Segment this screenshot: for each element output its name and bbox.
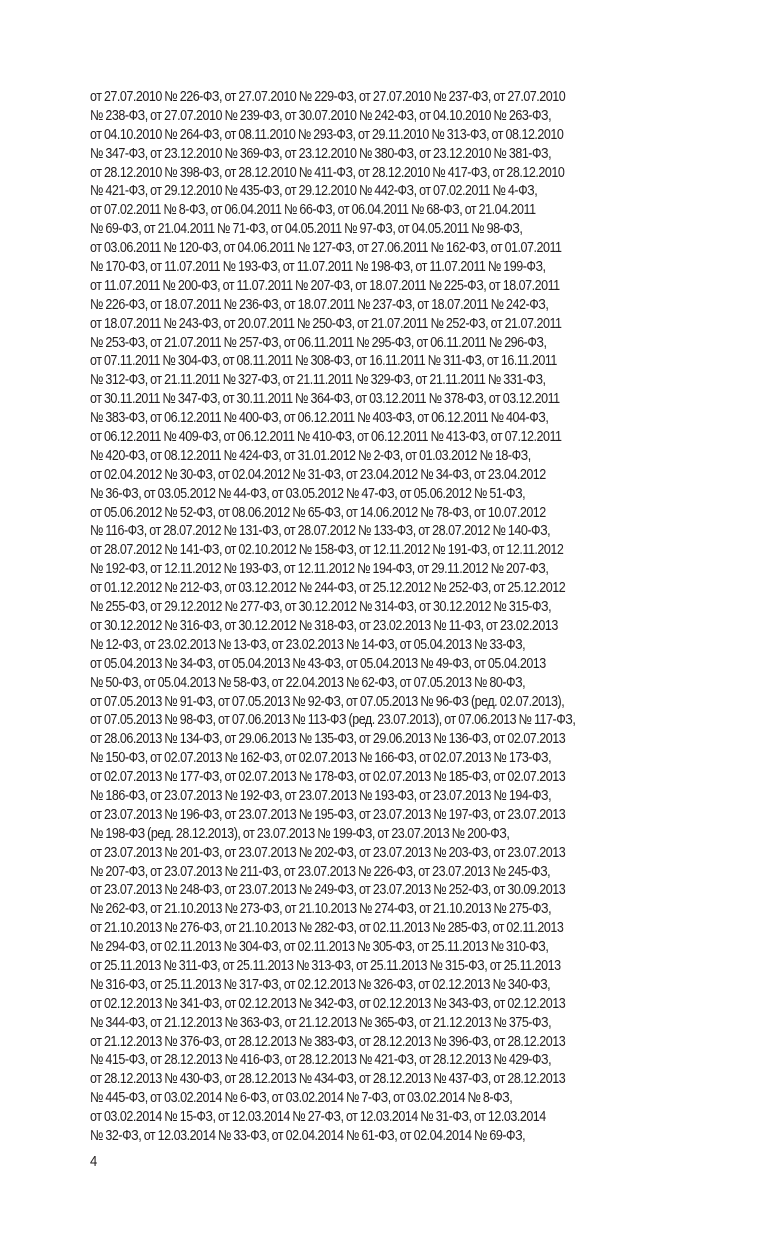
text-line: от 23.07.2013 № 201-ФЗ, от 23.07.2013 № 202-ФЗ, от 23.07.2013 № 203-ФЗ, от 23.07.2013 (90, 844, 566, 861)
text-line: № 69-ФЗ, от 21.04.2011 № 71-ФЗ, от 04.05.2011 № 97-ФЗ, от 04.05.2011 № 98-ФЗ, (90, 221, 523, 238)
text-line: № 294-ФЗ, от 02.11.2013 № 304-ФЗ, от 02.11.2013 № 305-ФЗ, от 25.11.2013 № 310-ФЗ, (90, 939, 549, 956)
text-line: № 150-ФЗ, от 02.07.2013 № 162-ФЗ, от 02.07.2013 № 166-ФЗ, от 02.07.2013 № 173-ФЗ, (90, 750, 552, 767)
text-line: от 28.07.2012 № 141-ФЗ, от 02.10.2012 № 158-ФЗ, от 12.11.2012 № 191-ФЗ, от 12.11.2012 (90, 542, 564, 559)
body-text (90, 88, 700, 1146)
text-line: № 170-ФЗ, от 11.07.2011 № 193-ФЗ, от 11.07.2011 № 198-ФЗ, от 11.07.2011 № 199-ФЗ, (90, 259, 546, 276)
text-line: от 02.12.2013 № 341-ФЗ, от 02.12.2013 № 342-ФЗ, от 02.12.2013 № 343-ФЗ, от 02.12.2013 (90, 995, 566, 1012)
text-line: от 07.05.2013 № 98-ФЗ, от 07.06.2013 № 113-ФЗ (ред. 23.07.2013), от 07.06.2013 № 117-ФЗ, (90, 712, 576, 729)
text-line: от 28.12.2010 № 398-ФЗ, от 28.12.2010 № 411-ФЗ, от 28.12.2010 № 417-ФЗ, от 28.12.2010 (90, 164, 565, 181)
text-line: от 23.07.2013 № 196-ФЗ, от 23.07.2013 № 195-ФЗ, от 23.07.2013 № 197-ФЗ, от 23.07.2013 (90, 806, 566, 823)
text-line: от 30.12.2012 № 316-ФЗ, от 30.12.2012 № 318-ФЗ, от 23.02.2013 № 11-ФЗ, от 23.02.2013 (90, 617, 558, 634)
text-line: от 30.11.2011 № 347-ФЗ, от 30.11.2011 № 364-ФЗ, от 03.12.2011 № 378-ФЗ, от 03.12.2011 (90, 391, 560, 408)
text-line: № 186-ФЗ, от 23.07.2013 № 192-ФЗ, от 23.07.2013 № 193-ФЗ, от 23.07.2013 № 194-ФЗ, (90, 787, 552, 804)
text-line: № 50-ФЗ, от 05.04.2013 № 58-ФЗ, от 22.04.2013 № 62-ФЗ, от 07.05.2013 № 80-ФЗ, (90, 674, 526, 691)
text-line: № 262-ФЗ, от 21.10.2013 № 273-ФЗ, от 21.10.2013 № 274-ФЗ, от 21.10.2013 № 275-ФЗ, (90, 901, 552, 918)
text-line: от 06.12.2011 № 409-ФЗ, от 06.12.2011 № 410-ФЗ, от 06.12.2011 № 413-ФЗ, от 07.12.2011 (90, 429, 562, 446)
text-line: № 415-ФЗ, от 28.12.2013 № 416-ФЗ, от 28.12.2013 № 421-ФЗ, от 28.12.2013 № 429-ФЗ, (90, 1052, 552, 1069)
text-line: № 383-ФЗ, от 06.12.2011 № 400-ФЗ, от 06.12.2011 № 403-ФЗ, от 06.12.2011 № 404-ФЗ, (90, 410, 549, 427)
text-line: № 32-ФЗ, от 12.03.2014 № 33-ФЗ, от 02.04.2014 № 61-ФЗ, от 02.04.2014 № 69-ФЗ, (90, 1127, 526, 1144)
text-line: № 347-ФЗ, от 23.12.2010 № 369-ФЗ, от 23.12.2010 № 380-ФЗ, от 23.12.2010 № 381-ФЗ, (90, 145, 552, 162)
text-line: от 07.11.2011 № 304-ФЗ, от 08.11.2011 № 308-ФЗ, от 16.11.2011 № 311-ФЗ, от 16.11.2011 (90, 353, 557, 370)
text-line: от 03.06.2011 № 120-ФЗ, от 04.06.2011 № 127-ФЗ, от 27.06.2011 № 162-ФЗ, от 01.07.2011 (90, 240, 562, 257)
text-line: от 28.12.2013 № 430-ФЗ, от 28.12.2013 № 434-ФЗ, от 28.12.2013 № 437-ФЗ, от 28.12.2013 (90, 1071, 566, 1088)
text-line: от 07.05.2013 № 91-ФЗ, от 07.05.2013 № 92-ФЗ, от 07.05.2013 № 96-ФЗ (ред. 02.07.2013), (90, 693, 565, 710)
text-line: от 01.12.2012 № 212-ФЗ, от 03.12.2012 № 244-ФЗ, от 25.12.2012 № 252-ФЗ, от 25.12.2012 (90, 580, 566, 597)
text-line: № 445-ФЗ, от 03.02.2014 № 6-ФЗ, от 03.02.2014 № 7-ФЗ, от 03.02.2014 № 8-ФЗ, (90, 1090, 513, 1107)
text-line: № 192-ФЗ, от 12.11.2012 № 193-ФЗ, от 12.11.2012 № 194-ФЗ, от 29.11.2012 № 207-ФЗ, (90, 561, 549, 578)
text-line: № 420-ФЗ, от 08.12.2011 № 424-ФЗ, от 31.01.2012 № 2-ФЗ, от 01.03.2012 № 18-ФЗ, (90, 447, 531, 464)
text-line: № 253-ФЗ, от 21.07.2011 № 257-ФЗ, от 06.11.2011 № 295-ФЗ, от 06.11.2011 № 296-ФЗ, (90, 334, 547, 351)
text-line: от 03.02.2014 № 15-ФЗ, от 12.03.2014 № 27-ФЗ, от 12.03.2014 № 31-ФЗ, от 12.03.2014 (90, 1109, 546, 1126)
text-line: № 312-ФЗ, от 21.11.2011 № 327-ФЗ, от 21.11.2011 № 329-ФЗ, от 21.11.2011 № 331-ФЗ, (90, 372, 546, 389)
text-line: от 07.02.2011 № 8-ФЗ, от 06.04.2011 № 66-ФЗ, от 06.04.2011 № 68-ФЗ, от 21.04.2011 (90, 202, 536, 219)
text-line: № 238-ФЗ, от 27.07.2010 № 239-ФЗ, от 30.07.2010 № 242-ФЗ, от 04.10.2010 № 263-ФЗ, (90, 107, 552, 124)
text-line: № 198-ФЗ (ред. 28.12.2013), от 23.07.2013 № 199-ФЗ, от 23.07.2013 № 200-ФЗ, (90, 825, 510, 842)
text-line: от 05.06.2012 № 52-ФЗ, от 08.06.2012 № 65-ФЗ, от 14.06.2012 № 78-ФЗ, от 10.07.2012 (90, 504, 546, 521)
text-line: от 28.06.2013 № 134-ФЗ, от 29.06.2013 № 135-ФЗ, от 29.06.2013 № 136-ФЗ, от 02.07.2013 (90, 731, 566, 748)
text-line: № 207-ФЗ, от 23.07.2013 № 211-ФЗ, от 23.07.2013 № 226-ФЗ, от 23.07.2013 № 245-ФЗ, (90, 863, 551, 880)
page-number: 4 (90, 1153, 98, 1170)
text-line: № 255-ФЗ, от 29.12.2012 № 277-ФЗ, от 30.12.2012 № 314-ФЗ, от 30.12.2012 № 315-ФЗ, (90, 599, 552, 616)
text-line: № 421-ФЗ, от 29.12.2010 № 435-ФЗ, от 29.12.2010 № 442-ФЗ, от 07.02.2011 № 4-ФЗ, (90, 183, 538, 200)
text-line: № 36-ФЗ, от 03.05.2012 № 44-ФЗ, от 03.05.2012 № 47-ФЗ, от 05.06.2012 № 51-ФЗ, (90, 485, 526, 502)
text-line: от 25.11.2013 № 311-ФЗ, от 25.11.2013 № 313-ФЗ, от 25.11.2013 № 315-ФЗ, от 25.11.2013 (90, 957, 561, 974)
text-line: от 21.12.2013 № 376-ФЗ, от 28.12.2013 № 383-ФЗ, от 28.12.2013 № 396-ФЗ, от 28.12.2013 (90, 1033, 566, 1050)
text-line: от 27.07.2010 № 226-ФЗ, от 27.07.2010 № 229-ФЗ, от 27.07.2010 № 237-ФЗ, от 27.07.2010 (90, 89, 566, 105)
text-line: № 116-ФЗ, от 28.07.2012 № 131-ФЗ, от 28.07.2012 № 133-ФЗ, от 28.07.2012 № 140-ФЗ, (90, 523, 551, 540)
text-line: от 02.07.2013 № 177-ФЗ, от 02.07.2013 № 178-ФЗ, от 02.07.2013 № 185-ФЗ, от 02.07.2013 (90, 769, 566, 786)
text-line: от 23.07.2013 № 248-ФЗ, от 23.07.2013 № 249-ФЗ, от 23.07.2013 № 252-ФЗ, от 30.09.2013 (90, 882, 566, 899)
text-line: № 344-ФЗ, от 21.12.2013 № 363-ФЗ, от 21.12.2013 № 365-ФЗ, от 21.12.2013 № 375-ФЗ, (90, 1014, 552, 1031)
text-line: от 05.04.2013 № 34-ФЗ, от 05.04.2013 № 43-ФЗ, от 05.04.2013 № 49-ФЗ, от 05.04.2013 (90, 655, 546, 672)
text-line: № 226-ФЗ, от 18.07.2011 № 236-ФЗ, от 18.07.2011 № 237-ФЗ, от 18.07.2011 № 242-ФЗ, (90, 296, 549, 313)
text-line: от 02.04.2012 № 30-ФЗ, от 02.04.2012 № 31-ФЗ, от 23.04.2012 № 34-ФЗ, от 23.04.2012 (90, 466, 546, 483)
text-line: от 18.07.2011 № 243-ФЗ, от 20.07.2011 № 250-ФЗ, от 21.07.2011 № 252-ФЗ, от 21.07.2011 (90, 315, 562, 332)
text-line: от 21.10.2013 № 276-ФЗ, от 21.10.2013 № 282-ФЗ, от 02.11.2013 № 285-ФЗ, от 02.11.2013 (90, 920, 564, 937)
text-line: от 04.10.2010 № 264-ФЗ, от 08.11.2010 № 293-ФЗ, от 29.11.2010 № 313-ФЗ, от 08.12.2010 (90, 126, 564, 143)
text-line: № 316-ФЗ, от 25.11.2013 № 317-ФЗ, от 02.12.2013 № 326-ФЗ, от 02.12.2013 № 340-ФЗ, (90, 976, 551, 993)
text-line: № 12-ФЗ, от 23.02.2013 № 13-ФЗ, от 23.02.2013 № 14-ФЗ, от 05.04.2013 № 33-ФЗ, (90, 636, 526, 653)
text-line: от 11.07.2011 № 200-ФЗ, от 11.07.2011 № 207-ФЗ, от 18.07.2011 № 225-ФЗ, от 18.07.2011 (90, 277, 560, 294)
